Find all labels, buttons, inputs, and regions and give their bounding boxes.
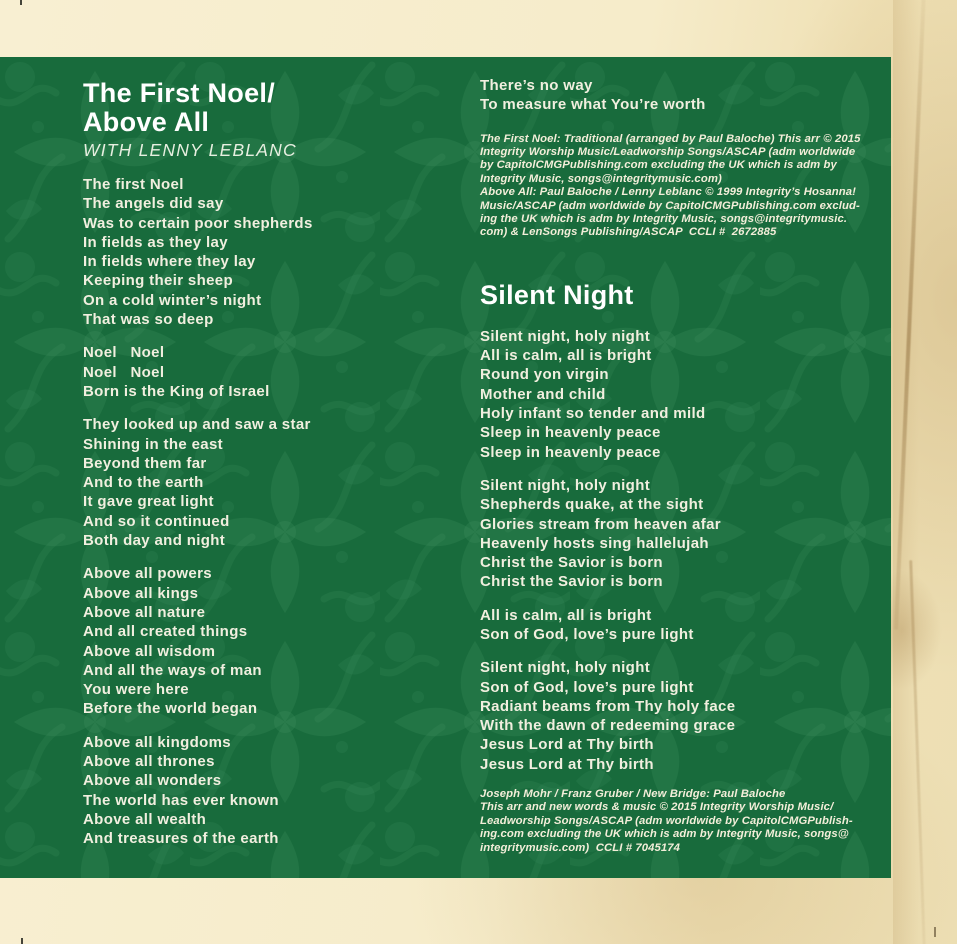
lyric-line: Above all nature [83,603,206,621]
text-line: com) & LenSongs Publishing/ASCAP CCLI # 2672885 [480,226,777,239]
text-line: Leadworship Songs/ASCAP (adm worldwide by CapitolCMGPublish- [480,814,853,827]
lyric-line: Above all wealth [83,810,207,828]
lyric-line: Keeping their sheep [83,272,234,290]
lyric-line: Christ the Savior is born [480,554,663,572]
lyric-line: Above all powers [83,565,212,583]
stanza [480,327,885,462]
stanza [83,175,475,329]
text-line: Integrity Music, songs@integritymusic.com) [480,172,722,185]
lyric-line: All is calm, all is bright [480,606,652,624]
lyric-line: Son of God, love’s pure light [480,626,694,643]
paper-crease [909,560,926,944]
lyric-line: Silent night, holy night [480,659,651,677]
song-title-first-noel-above-all [83,79,475,137]
lyric-line: Jesus Lord at Thy birth [480,755,654,773]
lyric-line: On a cold winter’s night [83,291,262,309]
lyric-line: They looked up and saw a star [83,416,311,434]
lyric-line: Mother and child [480,385,606,403]
lyric-line: Above all thrones [83,753,215,771]
stanza [480,76,885,115]
lyric-line: And so it continued [83,512,230,530]
lyric-line: Sleep in heavenly peace [480,424,661,442]
lyric-line: Son of God, love’s pure light [480,678,694,696]
lyric-line: And to the earth [83,474,204,492]
text-line: ing.com excluding the UK which is adm by Integrity Music, songs@ [480,828,849,841]
lyric-line: Was to certain poor shepherds [83,214,313,232]
text-line: Music/ASCAP (adm worldwide by CapitolCMGPublishing.com exclud- [480,199,860,212]
lyric-line: Heavenly hosts sing hallelujah [480,534,709,552]
lyric-line: Shining in the east [83,435,223,453]
lyric-line: And treasures of the earth [83,830,279,848]
text-line: The First Noel: Traditional (arranged by Paul Baloche) This arr © 2015 [480,132,861,145]
right-column [480,76,885,855]
lyric-line: Sleep in heavenly peace [480,443,661,461]
lyric-line: In fields where they lay [83,253,256,271]
left-column [83,79,475,863]
crop-mark [21,938,23,944]
text-line: There’s no way [480,77,593,94]
lyric-line: Born is the King of Israel [83,382,270,400]
lyric-line: Holy infant so tender and mild [480,405,706,423]
text-line: Joseph Mohr / Franz Gruber / New Bridge: Paul Baloche [480,788,786,801]
lyric-line: Before the world began [83,700,258,718]
paper-shading [893,0,919,944]
text-line: Above All: Paul Baloche / Lenny Leblanc © 1999 Integrity’s Hosanna! [480,186,856,199]
above-all-carryover-lyrics [480,76,885,115]
lyric-line: Silent night, holy night [480,476,651,494]
lyric-line: In fields as they lay [83,233,228,251]
silent-night-credits [480,788,885,855]
stanza [83,343,475,401]
crop-mark [934,927,936,937]
song-title-silent-night: Silent Night [480,279,634,310]
stanza [480,658,885,774]
text-line: Integrity Worship Music/Leadworship Songs/ASCAP (adm worldwide [480,146,856,158]
first-noel-above-all-credits [480,133,885,240]
artist-subtitle: WITH LENNY LEBLANC [83,140,297,160]
lyric-line: Glories stream from heaven afar [480,515,721,533]
lyric-line: Christ the Savior is born [480,573,663,591]
text-line: This arr and new words & music © 2015 Integrity Worship Music/ [480,801,834,814]
stanza [83,415,475,550]
text-line: integritymusic.com) CCLI # 7045174 [480,841,681,854]
text-line: To measure what You’re worth [480,96,706,114]
lyric-line: That was so deep [83,311,214,329]
lyric-line: The first Noel [83,176,184,193]
lyric-line: Beyond them far [83,454,207,472]
lyric-line: Jesus Lord at Thy birth [480,736,654,754]
lyric-line: Above all wonders [83,772,222,790]
lyric-line: It gave great light [83,493,214,511]
crop-mark [20,0,22,5]
lyric-line: Round yon virgin [480,366,609,384]
lyric-line: Both day and night [83,532,226,550]
lyric-line: You were here [83,681,189,699]
lyric-line: Noel Noel [83,344,165,362]
silent-night-lyrics [480,327,885,774]
lyric-line: Above all wisdom [83,642,216,660]
stanza [83,564,475,718]
stanza [480,476,885,592]
lyric-line: Above all kingdoms [83,733,231,751]
lyrics-panel [0,57,891,878]
lyric-line: All is calm, all is bright [480,347,652,365]
lyric-line: And all the ways of man [83,661,262,679]
lyric-line: With the dawn of redeeming grace [480,717,736,735]
song-title-line2: Above All [83,107,210,137]
lyric-line: And all created things [83,623,248,641]
lyric-line: Above all kings [83,584,199,602]
song-title-line1: The First Noel/ [83,78,276,108]
stanza [480,606,885,645]
lyric-line: The world has ever known [83,791,279,809]
paper-crease [894,0,926,630]
first-noel-lyrics [83,175,475,849]
text-line: by CapitolCMGPublishing.com excluding the UK which is adm by [480,159,837,172]
stanza [83,733,475,849]
lyric-line: Shepherds quake, at the sight [480,496,704,514]
lyric-line: Noel Noel [83,363,165,381]
lyric-line: The angels did say [83,195,224,213]
lyric-line: Radiant beams from Thy holy face [480,697,736,715]
text-line: ing the UK which is adm by Integrity Music, songs@integritymusic. [480,213,848,226]
lyric-line: Silent night, holy night [480,327,651,345]
